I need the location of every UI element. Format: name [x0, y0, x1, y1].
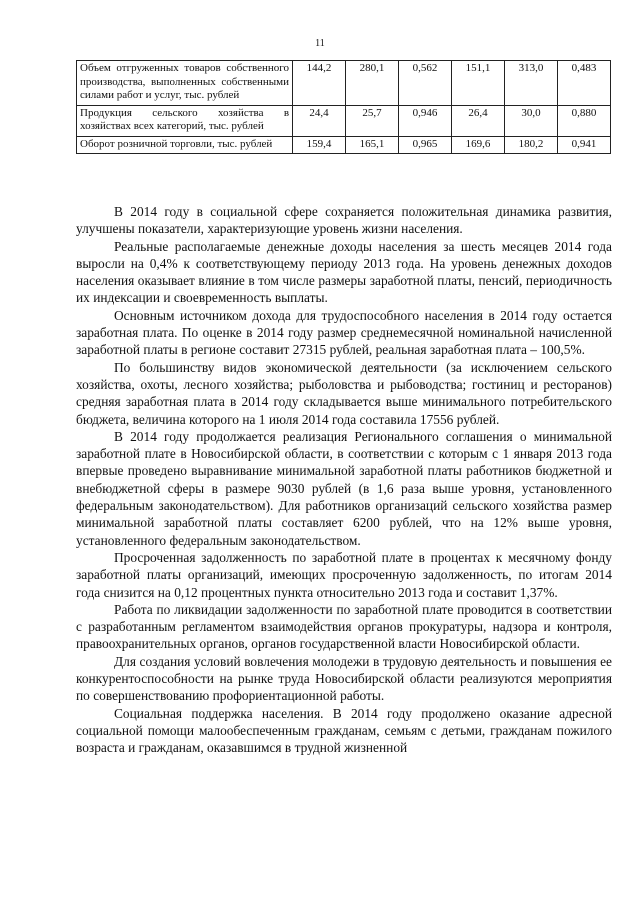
paragraph: Работа по ликвидации задолженности по заработной плате проводится в соответствии с разработанным регламентом взаимодействия органов прокуратуры, надзора и контроля, правоохранительных органов, органов государственной власти Новосибирской области.: [76, 601, 612, 652]
table-cell: 151,1: [451, 61, 504, 106]
paragraph: По большинству видов экономической деятельности (за исключением сельского хозяйства, охоты, лесного хозяйства; рыболовства и рыбоводства; гостиниц и ресторанов) средняя заработная плата в 2014 году складывается выше минимального потребительского бюджета, величина которого на 1 июля 2014 года составила 17556 рублей.: [76, 359, 612, 427]
table-cell: 280,1: [346, 61, 399, 106]
table-cell: 30,0: [504, 105, 557, 136]
table-cell: 24,4: [293, 105, 346, 136]
paragraph: Для создания условий вовлечения молодежи в трудовую деятельность и повышения ее конкурентоспособности на рынке труда Новосибирской области реализуются мероприятия по совершенствованию профориентационной работы.: [76, 653, 612, 704]
table-cell: 0,880: [557, 105, 610, 136]
table-cell: 313,0: [504, 61, 557, 106]
paragraph: Основным источником дохода для трудоспособного населения в 2014 году остается заработная плата. По оценке в 2014 году размер среднемесячной номинальной начисленной заработной платы в регионе составит 27315 рублей, реальная заработная плата – 100,5%.: [76, 307, 612, 358]
table-cell: 0,946: [399, 105, 452, 136]
table-cell: 25,7: [346, 105, 399, 136]
paragraph: Просроченная задолженность по заработной плате в процентах к месячному фонду заработной платы организаций, имеющих просроченную задолженность, по итогам 2014 года снизится на 0,12 процентных пункта относительно 2013 года и составит 1,37%.: [76, 549, 612, 600]
table-row: [77, 61, 611, 106]
table-row: [77, 105, 611, 136]
row-label: Оборот розничной торговли, тыс. рублей: [77, 136, 293, 154]
table-cell: 0,483: [557, 61, 610, 106]
table-cell: 165,1: [346, 136, 399, 154]
paragraph: В 2014 году продолжается реализация Регионального соглашения о минимальной заработной плате в Новосибирской области, в соответствии с которым с 1 января 2013 года впервые проведено выравнивание минимальной заработной платы работников бюджетной и внебюджетной сферы в размере 9030 рублей (в 1,6 раза выше уровня, установленного федеральным законодательством). Для работников организаций сельского хозяйства размер минимальной заработной платы составляет 6200 рублей, что на 12% выше уровня, установленного федеральным законодательством.: [76, 428, 612, 548]
row-label: Объем отгруженных товаров собственного производства, выполненных собственными силами работ и услуг, тыс. рублей: [77, 61, 293, 106]
page-number: 11: [315, 38, 325, 49]
row-label: Продукция сельского хозяйства в хозяйствах всех категорий, тыс. рублей: [77, 105, 293, 136]
table-cell: 26,4: [451, 105, 504, 136]
table-cell: 159,4: [293, 136, 346, 154]
body-text: [76, 203, 612, 757]
paragraph: Реальные располагаемые денежные доходы населения за шесть месяцев 2014 года выросли на 0,4% к соответствующему периоду 2013 года. На уровень денежных доходов населения оказывает влияние в том числе размеры заработной платы, пенсий, периодичность их индексации и своевременность выплаты.: [76, 238, 612, 306]
table-cell: 0,941: [557, 136, 610, 154]
paragraph: Социальная поддержка населения. В 2014 году продолжено оказание адресной социальной помощи малообеспеченным гражданам, семьям с детьми, гражданам пожилого возраста и гражданам, оказавшимся в трудной жизненной: [76, 705, 612, 756]
indicators-table: [76, 60, 611, 154]
table-cell: 0,965: [399, 136, 452, 154]
table-cell: 144,2: [293, 61, 346, 106]
table-cell: 0,562: [399, 61, 452, 106]
table-cell: 169,6: [451, 136, 504, 154]
table-row: [77, 136, 611, 154]
table-cell: 180,2: [504, 136, 557, 154]
paragraph: В 2014 году в социальной сфере сохраняется положительная динамика развития, улучшены показатели, характеризующие уровень жизни населения.: [76, 204, 612, 237]
